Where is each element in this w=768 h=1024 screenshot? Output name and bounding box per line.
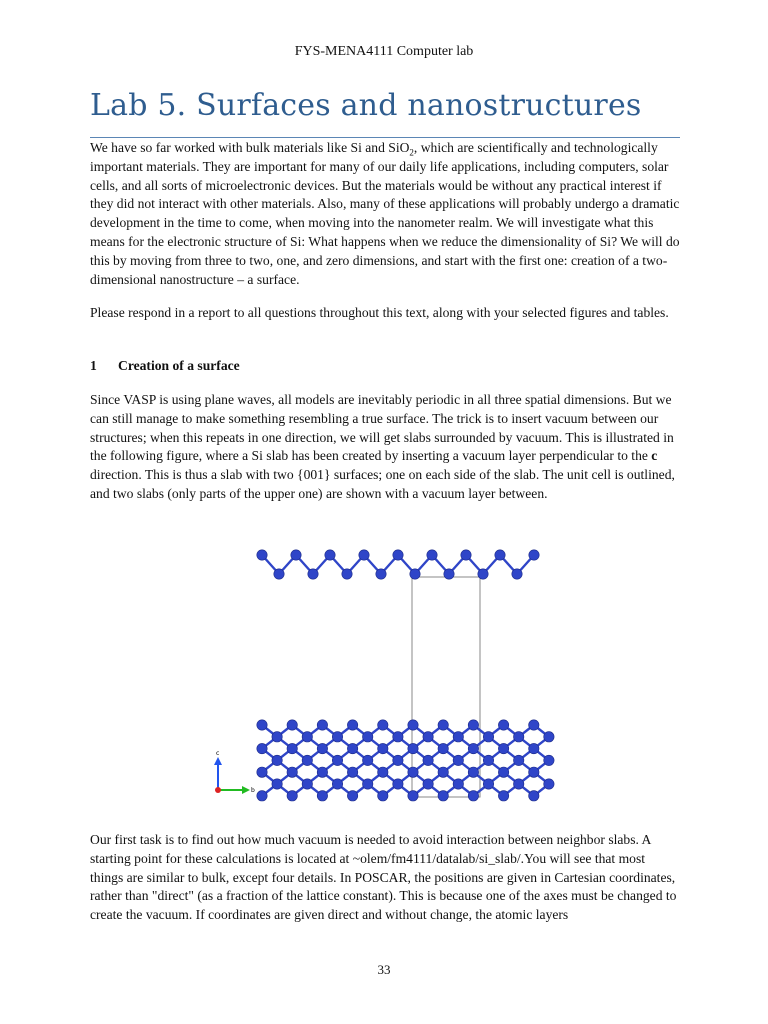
si-atom: [468, 767, 478, 777]
si-atom: [302, 779, 312, 789]
axis-c-label: c: [216, 750, 220, 757]
si-atom: [529, 720, 539, 730]
si-atom: [393, 779, 403, 789]
si-atom: [453, 779, 463, 789]
section-number: 1: [90, 358, 97, 373]
si-atom: [529, 550, 539, 560]
si-atom: [317, 743, 327, 753]
si-atom: [378, 767, 388, 777]
si-atom: [438, 791, 448, 801]
si-atom: [272, 755, 282, 765]
si-atom: [347, 743, 357, 753]
si-atom: [274, 569, 284, 579]
si-atom: [468, 791, 478, 801]
si-atom: [317, 720, 327, 730]
si-atom: [287, 720, 297, 730]
si-atom: [468, 720, 478, 730]
intro-text-2: , which are scientifically and technologically important materials. They are important for many of our daily life applications, including computers, solar cells, and all sorts of microelectronic devices. But the materials would be without any practical interest if they did not interact with other materials. Also, many of these applications will probably undergo a dramatic development in the time to come, when moving into the nanometer realm. We will investigate what this means for the electronic structure of Si: What happens when we reduce the dimensionality of Si? We will do this by moving from three to two, one, and zero dimensions, and start with the first one: creation of a two-dimensional nanostructure – a surface.: [90, 140, 680, 287]
si-atom: [332, 732, 342, 742]
axis-indicator: [214, 757, 250, 794]
si-atom: [363, 755, 373, 765]
si-atom: [363, 732, 373, 742]
si-atom: [393, 732, 403, 742]
si-atom: [317, 791, 327, 801]
si-atom: [332, 779, 342, 789]
si-atom: [544, 755, 554, 765]
si-atom: [363, 779, 373, 789]
si-atom: [347, 767, 357, 777]
si-atom: [427, 550, 437, 560]
si-atom: [359, 550, 369, 560]
si-atom: [423, 779, 433, 789]
vacuum-paragraph: Our first task is to find out how much vacuum is needed to avoid interaction between neighbor slabs. A starting point for these calculations is located at ~olem/fm4111/datalab/si_slab/.You will see that most things are similar to bulk, except four details. In POSCAR, the positions are given in Cartesian coordinates, rather than "direct" (as a fraction of the lattice constant). This is because one of the axes must be changed to create the vacuum. If coordinates are given direct and without change, the atomic layers: [90, 832, 677, 923]
intro-paragraph: [90, 139, 680, 289]
si-atom: [514, 755, 524, 765]
si-atom: [378, 743, 388, 753]
si-atom: [376, 569, 386, 579]
axis-origin-dot: [215, 787, 221, 793]
si-atom: [514, 779, 524, 789]
si-atom: [438, 767, 448, 777]
si-atom: [287, 743, 297, 753]
si-atom: [514, 732, 524, 742]
section-heading: [90, 358, 240, 374]
si-atom: [498, 720, 508, 730]
si-atom: [512, 569, 522, 579]
si-atom: [468, 743, 478, 753]
si-atom: [461, 550, 471, 560]
si-atom: [291, 550, 301, 560]
si-atom: [325, 550, 335, 560]
intro-text-1: We have so far worked with bulk materials like Si and SiO: [90, 140, 410, 155]
si-atom: [257, 767, 267, 777]
si-atom: [498, 767, 508, 777]
report-instructions-paragraph: Please respond in a report to all questions throughout this text, along with your selected figures and tables.: [90, 305, 669, 320]
si-atom: [529, 743, 539, 753]
si-atom: [347, 791, 357, 801]
si-atom: [302, 732, 312, 742]
si-atom: [408, 791, 418, 801]
axis-b-arrowhead: [242, 786, 250, 794]
surface-paragraph: [90, 391, 680, 504]
si-slab-figure: [204, 535, 584, 805]
si-atom: [423, 732, 433, 742]
si-atom: [257, 743, 267, 753]
si-atom: [529, 767, 539, 777]
si-atom: [287, 767, 297, 777]
si-atom: [317, 767, 327, 777]
axis-b-label: b: [251, 787, 255, 794]
si-atom: [483, 755, 493, 765]
si-atom: [498, 791, 508, 801]
surface-text-2: direction. This is thus a slab with two {001} surfaces; one on each side of the slab. The unit cell is outlined, and two slabs (only parts of the upper one) are shown with a vacuum layer between.: [90, 467, 675, 501]
si-atom: [378, 791, 388, 801]
si-atom: [393, 550, 403, 560]
title-underline: [90, 137, 680, 138]
si-atom: [498, 743, 508, 753]
si-atom: [342, 569, 352, 579]
si-atom: [408, 720, 418, 730]
si-atom: [257, 550, 267, 560]
si-atom: [302, 755, 312, 765]
si-atom: [544, 732, 554, 742]
si-atom: [438, 743, 448, 753]
si-atom: [478, 569, 488, 579]
si-atom: [483, 779, 493, 789]
si-atom: [453, 732, 463, 742]
si-atom: [544, 779, 554, 789]
si-atom: [287, 791, 297, 801]
si-atom: [308, 569, 318, 579]
axis-c-arrowhead: [214, 757, 222, 765]
si-atom: [272, 779, 282, 789]
si-atom: [408, 743, 418, 753]
bold-c: c: [651, 448, 658, 464]
si-atom: [272, 732, 282, 742]
si-atom: [495, 550, 505, 560]
si-atoms: [257, 550, 554, 801]
si-atom: [444, 569, 454, 579]
si-atom: [529, 791, 539, 801]
si-atom: [408, 767, 418, 777]
subscript-2: 2: [409, 147, 414, 158]
running-header: FYS-MENA4111 Computer lab: [294, 44, 474, 59]
si-atom: [257, 720, 267, 730]
page-title: Lab 5. Surfaces and nanostructures: [90, 88, 642, 123]
page-number: 33: [377, 962, 391, 977]
si-atom: [483, 732, 493, 742]
si-atom: [378, 720, 388, 730]
section-title: Creation of a surface: [118, 358, 240, 373]
si-atom: [393, 755, 403, 765]
si-slab-structure-diagram: [204, 535, 584, 805]
si-atom: [257, 791, 267, 801]
si-atom: [453, 755, 463, 765]
si-atom: [438, 720, 448, 730]
si-atom: [332, 755, 342, 765]
si-atom: [423, 755, 433, 765]
surface-text-1: Since VASP is using plane waves, all models are inevitably periodic in all three spatial dimensions. But we can still manage to make something resembling a true surface. The trick is to insert vacuum between our structures; when this repeats in one direction, we will get slabs surrounded by vacuum. This is illustrated in the following figure, where a Si slab has been created by inserting a vacuum layer perpendicular to the: [90, 392, 674, 464]
si-atom: [347, 720, 357, 730]
si-atom: [410, 569, 420, 579]
